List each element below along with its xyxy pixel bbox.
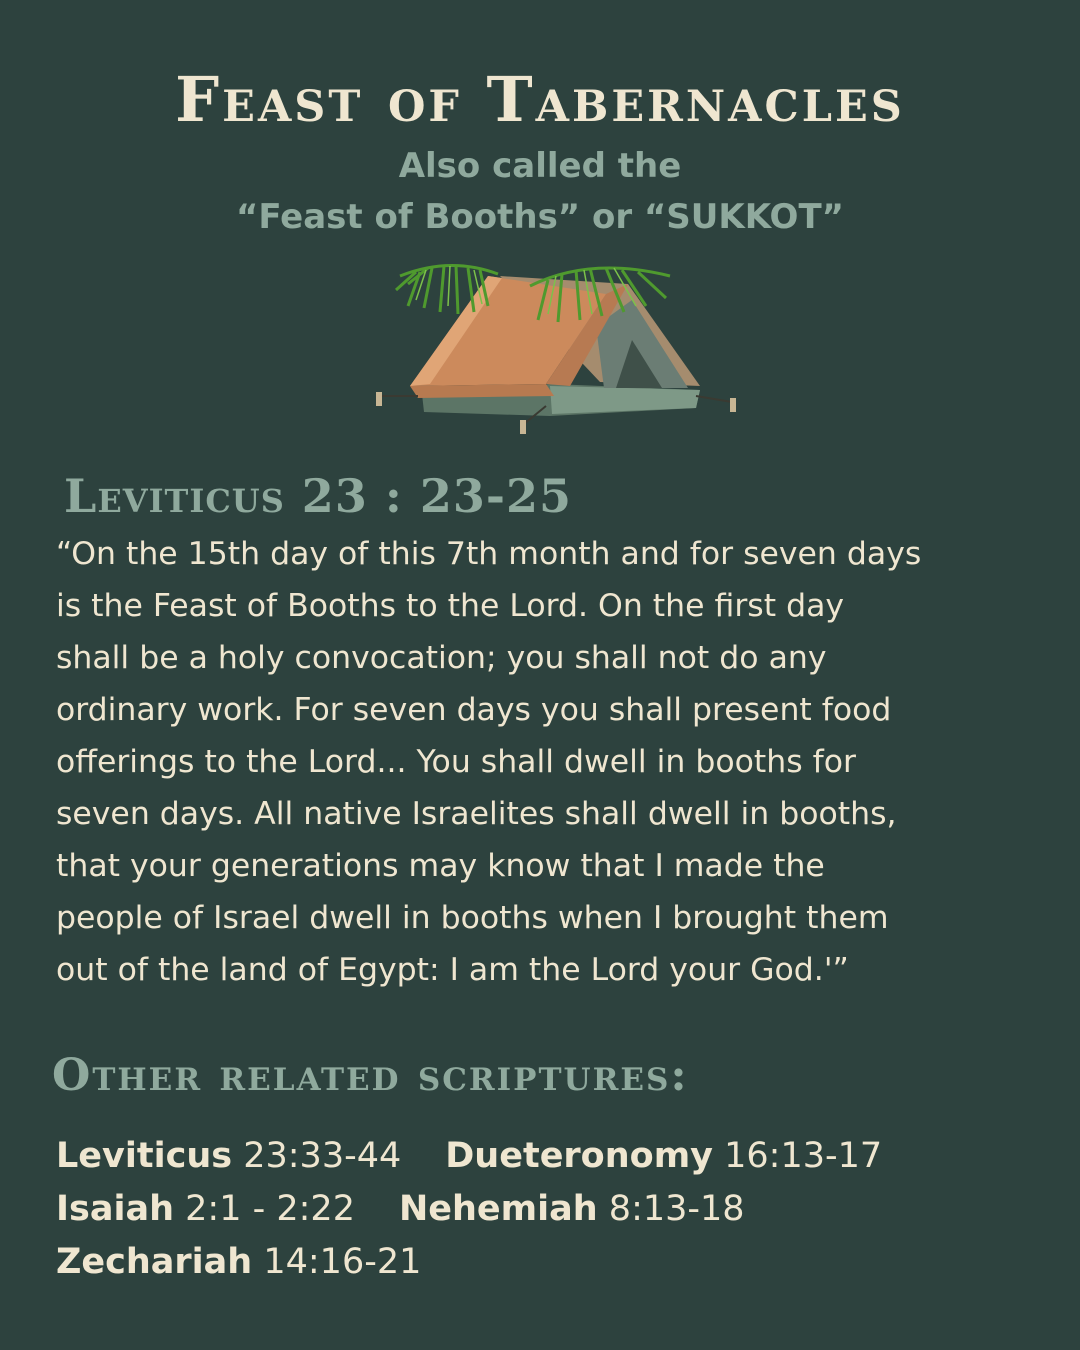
scripture-book: Leviticus	[56, 1136, 233, 1176]
scripture-item	[445, 1130, 882, 1183]
scripture-verses: 2:1 - 2:22	[185, 1189, 355, 1229]
scripture-item	[56, 1236, 421, 1289]
quote-line: offerings to the Lord... You shall dwell in booths for	[56, 744, 856, 780]
quote-line: is the Feast of Booths to the Lord. On the first day	[56, 588, 845, 624]
quote-line: ordinary work. For seven days you shall present food	[56, 692, 892, 728]
subtitle-line-2: “Feast of Booths” or “SUKKOT”	[235, 197, 845, 237]
scripture-book: Dueteronomy	[445, 1136, 713, 1176]
scripture-verses: 8:13-18	[608, 1189, 745, 1229]
quote-line: people of Israel dwell in booths when I brought them	[56, 900, 889, 936]
scripture-book: Isaiah	[56, 1189, 175, 1229]
quote-line: out of the land of Egypt: I am the Lord your God.'”	[56, 952, 849, 988]
scripture-book: Nehemiah	[398, 1189, 598, 1229]
related-scriptures-heading: Other related scriptures:	[52, 1050, 689, 1101]
scripture-book: Zechariah	[56, 1242, 253, 1282]
scripture-reference: Leviticus 23 : 23-25	[64, 469, 572, 523]
related-scriptures-list	[56, 1130, 1016, 1289]
scripture-item	[399, 1183, 745, 1236]
scripture-item	[56, 1130, 401, 1183]
scripture-verses: 14:16-21	[263, 1242, 422, 1282]
tent-icon	[370, 256, 750, 436]
quote-line: that your generations may know that I made the	[56, 848, 825, 884]
scripture-verses: 23:33-44	[243, 1136, 402, 1176]
scripture-quote	[56, 528, 1046, 996]
quote-line: shall be a holy convocation; you shall not do any	[56, 640, 827, 676]
scripture-verses: 16:13-17	[724, 1136, 883, 1176]
page-title: Feast of Tabernacles	[175, 63, 905, 136]
subtitle-line-1: Also called the	[398, 146, 682, 186]
quote-line: “On the 15th day of this 7th month and for seven days	[56, 536, 922, 572]
quote-line: seven days. All native Israelites shall dwell in booths,	[56, 796, 897, 832]
scripture-item	[56, 1183, 355, 1236]
